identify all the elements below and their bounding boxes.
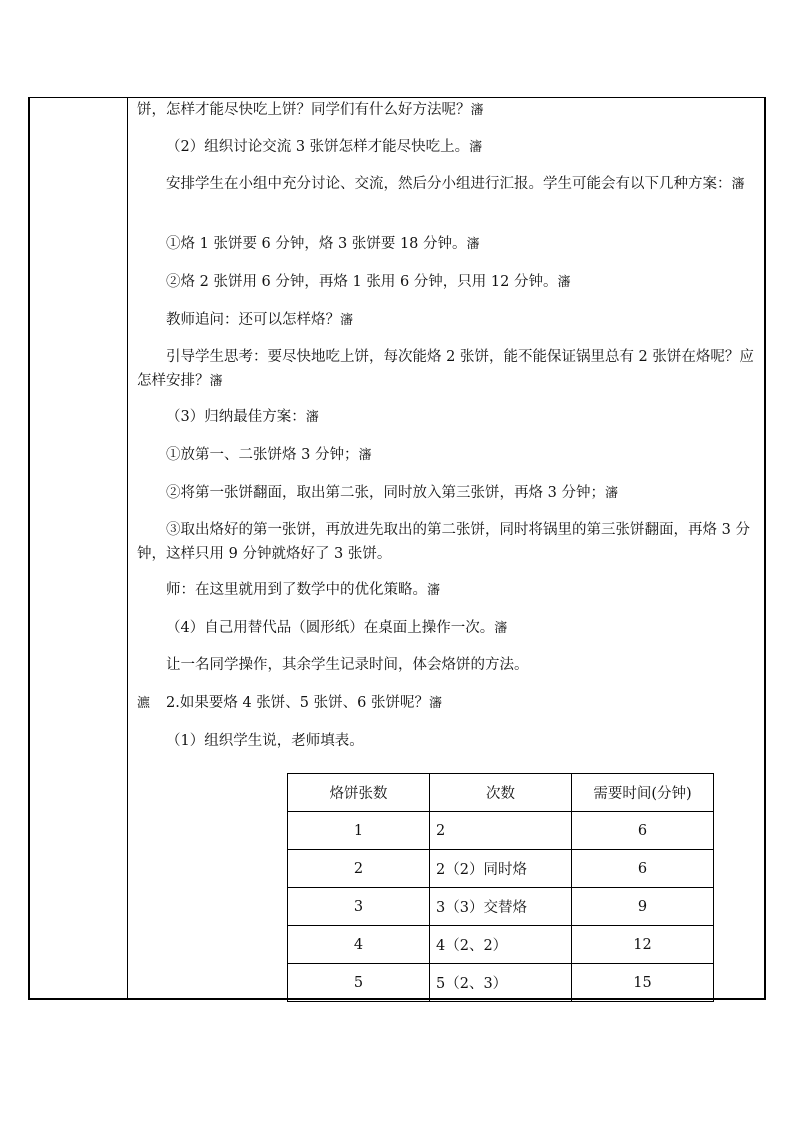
paragraph-mark: 瀋 xyxy=(494,621,508,636)
paragraph-mark: 瀋 xyxy=(557,275,571,290)
paragraph-mark: 瀋 xyxy=(469,140,483,155)
cell-cakes: 2 xyxy=(288,850,430,888)
paragraph-mark: 瀋 xyxy=(305,410,319,425)
paragraph-mark: 瀋 xyxy=(209,374,223,389)
table-row xyxy=(288,964,714,1002)
column-divider xyxy=(127,97,128,1000)
paragraph-12: 师：在这里就用到了数学中的优化策略。瀋 xyxy=(166,582,441,598)
cell-minutes: 15 xyxy=(572,964,714,1002)
paragraph-8: （3）归纳最佳方案：瀋 xyxy=(166,409,319,425)
paragraph-10: ②将第一张饼翻面，取出第二张，同时放入第三张饼，再烙 3 分钟；瀋 xyxy=(166,485,618,501)
paragraph-5: ②烙 2 张饼用 6 分钟，再烙 1 张用 6 分钟，只用 12 分钟。瀋 xyxy=(166,274,571,290)
cell-times: 2（2）同时烙 xyxy=(430,850,572,888)
paragraph-3: 安排学生在小组中充分讨论、交流，然后分小组进行汇报。学生可能会有以下几种方案：瀋 xyxy=(166,176,745,192)
paragraph-mark: 瀋 xyxy=(604,486,618,501)
paragraph-mark: 瀋 xyxy=(340,313,354,328)
cell-cakes: 1 xyxy=(288,812,430,850)
paragraph-mark: 瀋 xyxy=(358,448,372,463)
cell-cakes: 3 xyxy=(288,888,430,926)
header-cakes: 烙饼张数 xyxy=(288,774,430,812)
paragraph-1: 饼，怎样才能尽快吃上饼？同学们有什么好方法呢？瀋 xyxy=(137,102,484,118)
paragraph-mark: 瀋 xyxy=(470,103,484,118)
cell-minutes: 6 xyxy=(572,812,714,850)
paragraph-6: 教师追问：还可以怎样烙？瀋 xyxy=(166,312,354,328)
paragraph-mark: 瀋 xyxy=(427,583,441,598)
table-row xyxy=(288,812,714,850)
paragraph-11: ③取出烙好的第一张饼，再放进先取出的第二张饼，同时将锅里的第三张饼翻面，再烙 3 分钟，这样只用 9 分钟就烙好了 3 张饼。 xyxy=(137,522,750,562)
table-row xyxy=(288,850,714,888)
paragraph-mark: 瀋 xyxy=(466,237,480,252)
paragraph-7: 引导学生思考：要尽快地吃上饼，每次能烙 2 张饼，能不能保证锅里总有 2 张饼在烙呢？应怎样安排？瀋 xyxy=(137,349,754,389)
cell-cakes: 5 xyxy=(288,964,430,1002)
paragraph-9: ①放第一、二张饼烙 3 分钟；瀋 xyxy=(166,447,372,463)
header-times: 次数 xyxy=(430,774,572,812)
table-row xyxy=(288,926,714,964)
table-row xyxy=(288,888,714,926)
paragraph-16: （1）组织学生说，老师填表。 xyxy=(166,733,364,749)
cell-minutes: 9 xyxy=(572,888,714,926)
cell-times: 5（2、3） xyxy=(430,964,572,1002)
paragraph-14: 让一名同学操作，其余学生记录时间，体会烙饼的方法。 xyxy=(166,657,529,673)
cell-times: 3（3）交替烙 xyxy=(430,888,572,926)
cell-cakes: 4 xyxy=(288,926,430,964)
cell-times: 4（2、2） xyxy=(430,926,572,964)
paragraph-mark: 瀋 xyxy=(731,177,745,192)
cell-times: 2 xyxy=(430,812,572,850)
paragraph-lead-mark: 瀌 xyxy=(137,696,151,711)
paragraph-15: 瀌 2.如果要烙 4 张饼、5 张饼、6 张饼呢？瀋 xyxy=(137,695,442,711)
paragraph-13: （4）自己用替代品（圆形纸）在桌面上操作一次。瀋 xyxy=(166,620,508,636)
baking-time-table xyxy=(287,773,714,1002)
header-minutes: 需要时间(分钟) xyxy=(572,774,714,812)
paragraph-2: （2）组织讨论交流 3 张饼怎样才能尽快吃上。瀋 xyxy=(166,139,483,155)
table-header-row xyxy=(288,774,714,812)
paragraph-mark: 瀋 xyxy=(428,696,442,711)
paragraph-4: ①烙 1 张饼要 6 分钟，烙 3 张饼要 18 分钟。瀋 xyxy=(166,236,480,252)
cell-minutes: 12 xyxy=(572,926,714,964)
cell-minutes: 6 xyxy=(572,850,714,888)
